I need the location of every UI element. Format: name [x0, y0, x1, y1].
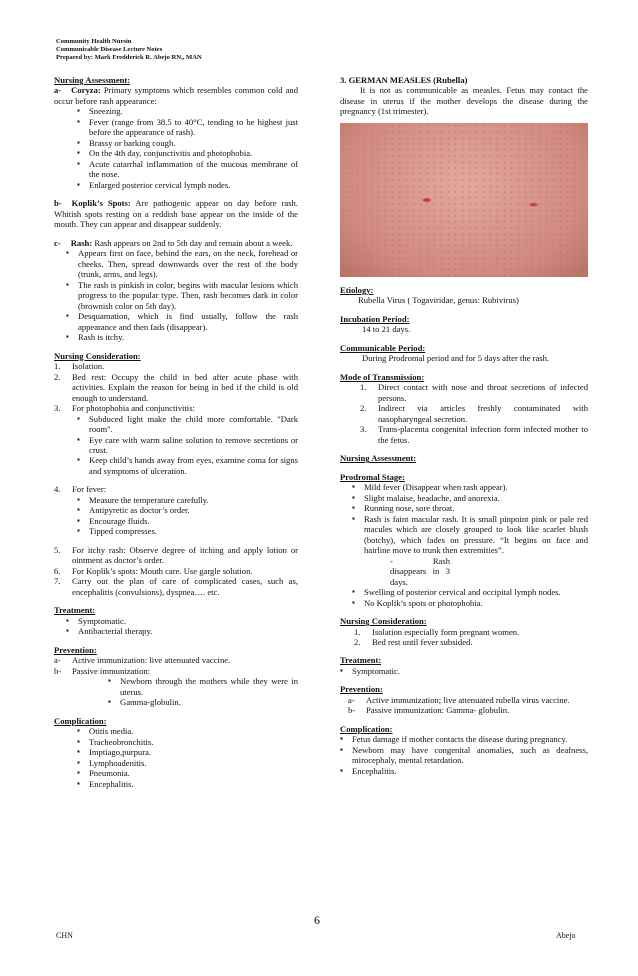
left-column [54, 75, 298, 789]
item-number: a- [54, 655, 61, 666]
item-text: Active immunization; live attenuated rubella virus vaccine. [366, 694, 570, 705]
list-item [54, 545, 298, 566]
paragraph: During Prodromal period and for 5 days after the rash. [362, 353, 550, 364]
list-item: ▪ Lymphoadenitis. [89, 758, 298, 768]
dash: - [390, 555, 433, 566]
footer-left: CHN [56, 931, 73, 940]
header-line-1: Community Health Nursin [56, 38, 132, 45]
item-label: b- [54, 198, 62, 209]
item-number: 4. [54, 484, 61, 495]
item-number: 1. [360, 382, 367, 393]
list-item [54, 403, 298, 413]
list-item: ▪ Symptomatic. [78, 616, 298, 626]
item-number: 3. [54, 403, 61, 414]
list-item: ▪ Keep child’s hands away from eyes, examine coma for signs and symptoms of ulceration. [89, 455, 298, 476]
bullet-list [340, 482, 588, 555]
bullet-list [54, 106, 298, 190]
list-item: ▪ Newborn may have congenital anomalies, such as deafness, mirocephaly, mental retardation. [352, 745, 588, 766]
document-header [56, 38, 202, 63]
paragraph [54, 85, 298, 106]
numbered-list [340, 382, 588, 445]
header-line-3: Prepared by: Mark Fredderick R. Abejo RN,, MAN [56, 54, 202, 62]
item-text: Passive immunization: [72, 665, 151, 676]
bullet-list [340, 666, 588, 676]
item-text: Trans-placenta congenital infection form infected mother to the fetus. [378, 424, 588, 445]
list-item: ▪ The rash is pinkish in color, begins with macular lesions which progress to the popular type. Then, rash becomes dark in color (brownish color on 5th day). [78, 280, 298, 311]
item-label: a- [54, 85, 62, 96]
list-item [360, 382, 588, 403]
item-number: b- [348, 705, 356, 716]
bullet-list [340, 734, 588, 776]
section-title: Prevention: [54, 644, 97, 655]
sub-item-text: Rash disappears in 3 days. [390, 555, 450, 587]
list-item: ▪ Fetus damage if mother contacts the disease during pregnancy. [352, 734, 588, 744]
item-number: 6. [54, 565, 61, 576]
intro-paragraph: It is not as communicable as measles. Fetus may contact the disease in uterus if the mother develops the disease during the pregnancy (1st trimester). [340, 85, 588, 117]
list-item: ▪ Encephalitis. [89, 779, 298, 789]
list-item: ▪ On the 4th day, conjunctivitis and photophobia. [89, 148, 298, 158]
section-title: Mode of Transmission: [340, 371, 425, 382]
section-title: Nursing Assessment: [54, 75, 131, 85]
item-text: For itchy rash: Observe degree of itching and apply lotion or ointment as doctor’s order. [72, 544, 298, 566]
item-number: 1. [54, 361, 61, 372]
section-title: Prevention: [340, 684, 383, 695]
list-item: ▪ Tracheobronchitis. [89, 737, 298, 747]
list-item: ▪ Mild fever (Disappear when rash appear). [364, 482, 588, 492]
sub-item [340, 556, 450, 587]
bullet-list [54, 676, 298, 707]
list-item: ▪ Enlarged posterior cervical lymph nodes. [89, 180, 298, 190]
item-text: Passive immunization: Gamma- globulin. [366, 705, 510, 716]
list-item: ▪ Sneezing. [89, 106, 298, 116]
list-item [54, 361, 298, 371]
bullet-list [54, 616, 298, 637]
list-item [54, 655, 298, 665]
numbered-list [54, 361, 298, 413]
bullet-list [340, 587, 588, 608]
paragraph: Rubella Virus ( Togaviridae, genus: Rubivirus) [358, 295, 519, 306]
section-title: Treatment: [340, 655, 382, 666]
list-item: ▪ Desquamation, which is find usually, follow the rash appearance and then fads (disappear). [78, 311, 298, 332]
list-item: ▪ Eye care with warm saline solution to remove secretions or crust. [89, 435, 298, 456]
term: Koplik’s Spots: [71, 198, 131, 209]
paragraph [54, 198, 298, 229]
list-item [360, 424, 588, 445]
list-item: ▪ Imptiago,purpura. [89, 747, 298, 757]
text: Are pathogenic appear on day before rash. Whitish spots resting on a reddish base appear on the inside of the mouth. They can appear and disappear suddenly. [54, 198, 298, 230]
section-title: Prodromal Stage: [340, 471, 405, 482]
right-column [340, 75, 588, 776]
list-item: ▪ Antibacterial therapy. [78, 626, 298, 636]
item-number: 7. [54, 576, 61, 587]
item-text: Bed rest: Occupy the child in bed after acute phase with activities. Explain the reason for being in bed if the child is old enough to understand. [72, 371, 298, 403]
paragraph: 14 to 21 days. [362, 324, 411, 335]
item-number: 2. [354, 636, 361, 647]
item-text: Indirect via articles freshly contaminated with nasopharyngeal secretion. [378, 403, 588, 424]
list-item [354, 627, 588, 637]
list-item: ▪ Symptomatic. [352, 666, 588, 676]
numbered-list [54, 655, 298, 676]
list-item: ▪ Slight malaise, headache, and anorexia. [364, 493, 588, 503]
text: Rash appears on 2nd to 5th day and remain about a week. [92, 237, 293, 248]
section-title: Nursing Consideration: [54, 350, 141, 361]
list-item: ▪ Acute catarrhal inflammation of the mucous membrane of the nose. [89, 159, 298, 180]
section-title: Treatment: [54, 605, 96, 616]
item-text: Bed rest until fever subsided. [372, 636, 473, 647]
section-title: Nursing Assessment: [340, 453, 417, 464]
section-title: Complication: [54, 715, 107, 726]
bullet-list [54, 248, 298, 342]
list-item: ▪ Measure the temperature carefully. [89, 495, 298, 505]
numbered-list [54, 545, 298, 597]
list-item [54, 576, 298, 597]
section-title: Incubation Period: [340, 313, 410, 324]
list-item: ▪ Subduced light make the child more comfortable. "Dark room". [89, 414, 298, 435]
item-text: For fever: [72, 484, 107, 495]
rubella-rash-photo [340, 123, 588, 277]
item-number: 2. [54, 371, 61, 382]
list-item: ▪ Swelling of posterior cervical and occipital lymph nodes. [364, 587, 588, 597]
numbered-list [54, 484, 298, 494]
list-item: ▪ Newborn through the mothers while they were in uterus. [120, 676, 298, 697]
section-title: Etiology: [340, 284, 374, 295]
section-title: Nursing Consideration: [340, 616, 427, 627]
item-text: Carry out the plan of care of complicated cases, such as, encephalitis (convulsions), dyspnea…. etc. [72, 576, 298, 597]
list-item: ▪ Rash is itchy. [78, 332, 298, 342]
text: Primary symptoms which resembles common cold and occur before rash appearance: [54, 85, 298, 106]
header-line-2: Communicable Disease Lecture Notes [56, 46, 163, 54]
list-item [54, 484, 298, 494]
section-title: Communicable Period: [340, 342, 426, 353]
list-item: ▪ Appears first on face, behind the ears, on the neck, forehead or cheeks. Then, spread downwards over the rest of the body (trunk, arms, and legs). [78, 248, 298, 279]
section-heading: 3. GERMAN MEASLES (Rubella) [340, 75, 468, 85]
list-item: ▪ Encourage fluids. [89, 516, 298, 526]
item-number: 2. [360, 403, 367, 414]
list-item: ▪ Tipped compresses. [89, 526, 298, 536]
bullet-list [54, 495, 298, 537]
numbered-list [340, 627, 588, 648]
list-item: ▪ Otitis media. [89, 726, 298, 736]
item-number: b- [54, 665, 62, 676]
item-text: Isolation especially form pregnant women. [372, 626, 520, 637]
list-item [54, 566, 298, 576]
item-text: For Koplik’s spots: Mouth care. Use gargle solution. [72, 565, 253, 576]
list-item: ▪ Pneumonia. [89, 768, 298, 778]
list-item [354, 637, 588, 647]
list-item: ▪ Encephalitis. [352, 766, 588, 776]
list-item: ▪ Gamma-globulin. [120, 697, 298, 707]
list-item: ▪ Brassy or barking cough. [89, 138, 298, 148]
bullet-list [54, 414, 298, 477]
list-item: ▪ No Koplik’s spots or photophobia. [364, 598, 588, 608]
term: Coryza: [71, 85, 101, 96]
bullet-list [54, 726, 298, 789]
list-item [348, 705, 588, 715]
item-number: a- [348, 694, 355, 705]
list-item [360, 403, 588, 424]
item-text: Direct contact with nose and throat secretions of infected persons. [378, 382, 588, 403]
numbered-list [340, 695, 588, 716]
page-number: 6 [314, 913, 320, 927]
item-number: 5. [54, 544, 61, 555]
section-title: Complication: [340, 723, 393, 734]
item-text: For photophobia and conjunctivitis: [72, 403, 195, 414]
list-item: ▪ Antipyretic as doctor’s order. [89, 505, 298, 515]
list-item [54, 372, 298, 403]
paragraph [54, 238, 298, 248]
list-item [348, 695, 588, 705]
term: Rash: [70, 237, 93, 248]
list-item: ▪ Running nose, sore throat. [364, 503, 588, 513]
list-item: ▪ Rash is faint macular rash. It is small pinpoint pink or pale red macules which are closely grouped to look like scarlet blush (botchy), which fades on pressure. “It begins on face and hairline move to trunk then extremities”. [364, 514, 588, 556]
list-item: ▪ Fever (range from 38.5 to 40°C, tending to be highest just before the appearance of rash). [89, 117, 298, 138]
list-item [54, 666, 298, 676]
item-number: 3. [360, 424, 367, 435]
item-text: Active immunization: live attenuated vaccine. [72, 655, 231, 666]
item-label: c- [54, 237, 61, 248]
item-text: Isolation. [72, 361, 105, 372]
item-number: 1. [354, 626, 361, 637]
footer-right: Abejo [556, 931, 576, 940]
